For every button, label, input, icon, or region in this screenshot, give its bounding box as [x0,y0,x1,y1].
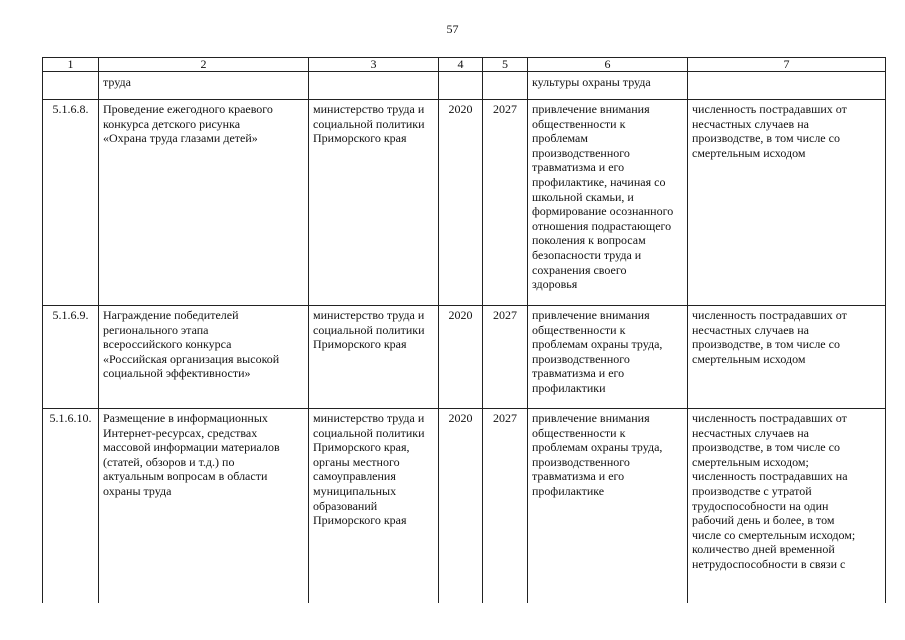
column-header: 1 [43,58,99,72]
row-indicator: численность пострадавших от несчастных случаев на производстве, в том числе со смертельным исходом [688,100,886,306]
column-number-row [43,58,886,72]
cont-cell-start [439,72,483,100]
row-number: 5.1.6.8. [43,100,99,306]
row-event: Награждение победителей регионального этапа всероссийского конкурса «Российская организация высокой социальной эффективности» [99,306,309,409]
cont-cell-executor [309,72,439,100]
cont-cell-num [43,72,99,100]
cont-cell-end [483,72,528,100]
table-row [43,100,886,306]
cont-cell-result: культуры охраны труда [528,72,688,100]
row-start-year: 2020 [439,306,483,409]
row-indicator: численность пострадавших от несчастных случаев на производстве, в том числе со смертельным исходом; численность пострадавших на производстве с утратой трудоспособности на один рабочий день и более, в том числе со смертельным исходом; количество дней временной нетрудоспособности в связи с [688,409,886,604]
continuation-row [43,72,886,100]
program-measures-table [42,57,886,603]
column-header: 2 [99,58,309,72]
column-header: 5 [483,58,528,72]
cont-cell-event: труда [99,72,309,100]
row-number: 5.1.6.9. [43,306,99,409]
row-indicator: численность пострадавших от несчастных случаев на производстве, в том числе со смертельным исходом [688,306,886,409]
row-number: 5.1.6.10. [43,409,99,604]
row-executor: министерство труда и социальной политики Приморского края [309,100,439,306]
row-executor: министерство труда и социальной политики Приморского края [309,306,439,409]
column-header: 7 [688,58,886,72]
row-start-year: 2020 [439,100,483,306]
row-result: привлечение внимания общественности к проблемам охраны труда, производственного травматизма и его профилактике [528,409,688,604]
row-executor: министерство труда и социальной политики Приморского края, органы местного самоуправления муниципальных образований Приморского края [309,409,439,604]
column-header: 3 [309,58,439,72]
table-row [43,306,886,409]
column-header: 6 [528,58,688,72]
row-end-year: 2027 [483,409,528,604]
row-end-year: 2027 [483,306,528,409]
row-event: Размещение в информационных Интернет-ресурсах, средствах массовой информации материалов (статей, обзоров и т.д.) по актуальным вопросам в области охраны труда [99,409,309,604]
table-row [43,409,886,604]
row-end-year: 2027 [483,100,528,306]
row-event: Проведение ежегодного краевого конкурса детского рисунка «Охрана труда глазами детей» [99,100,309,306]
cont-cell-indicator [688,72,886,100]
row-start-year: 2020 [439,409,483,604]
column-header: 4 [439,58,483,72]
row-result: привлечение внимания общественности к проблемам охраны труда, производственного травматизма и его профилактики [528,306,688,409]
row-result: привлечение внимания общественности к проблемам производственного травматизма и его профилактике, начиная со школьной скамьи, и формирование осознанного отношения подрастающего поколения к вопросам безопасности труда и сохранения своего здоровья [528,100,688,306]
page-number: 57 [446,22,459,36]
